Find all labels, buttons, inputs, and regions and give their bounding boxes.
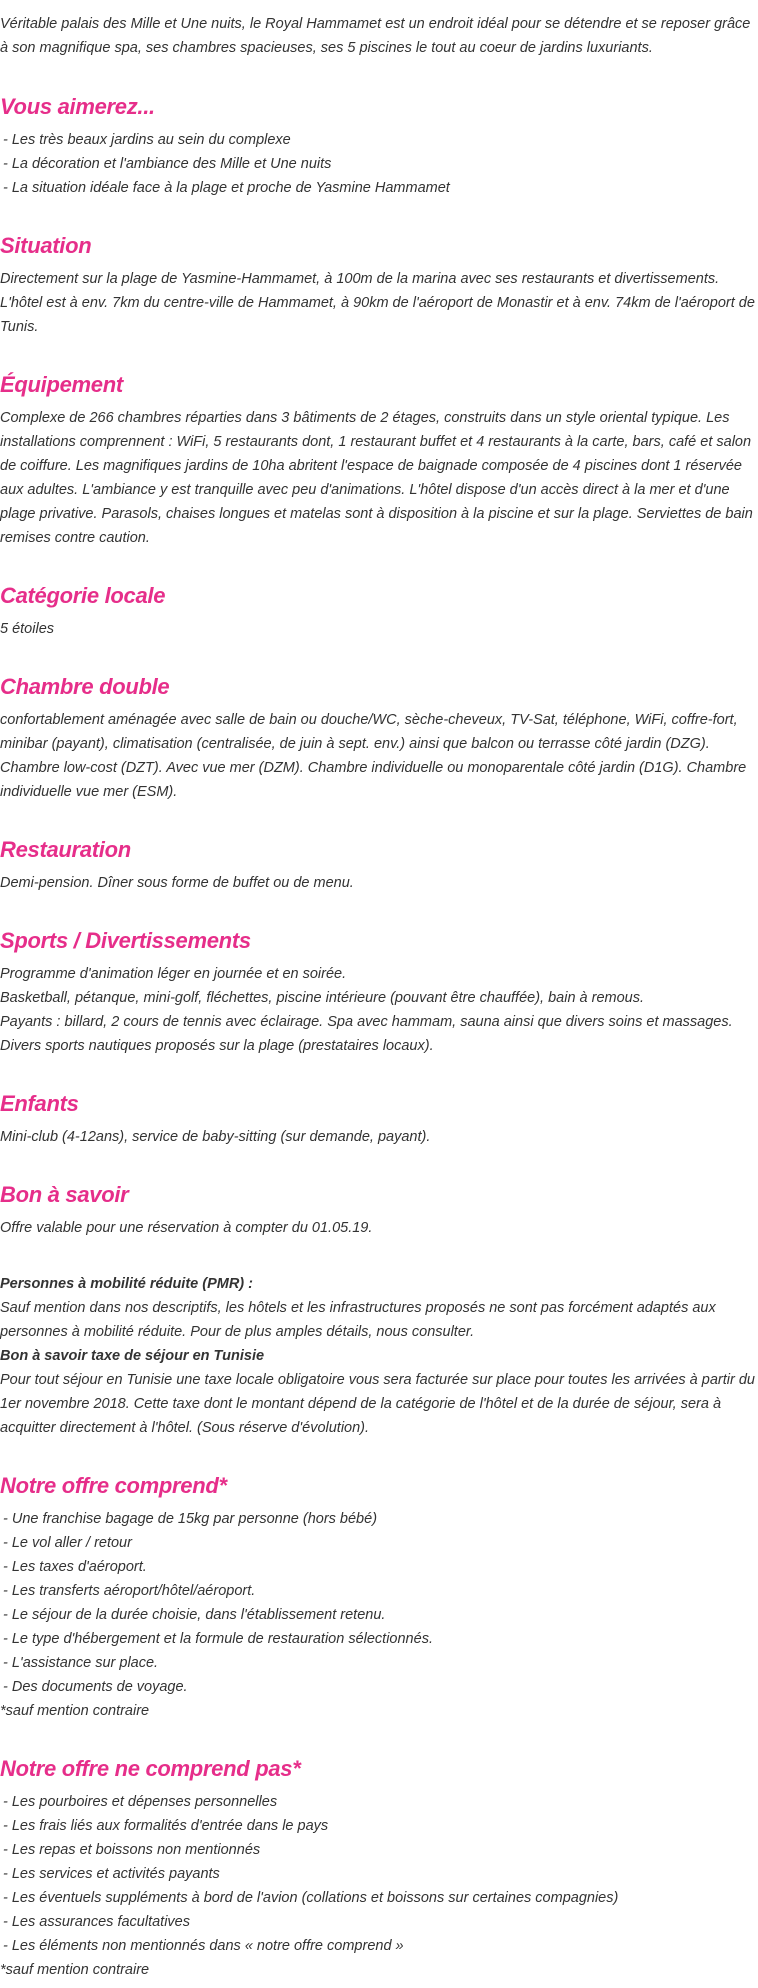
- section-text: Basketball, pétanque, mini-golf, fléchettes, piscine intérieure (pouvant être chauffée), bain à remous.: [0, 990, 645, 1006]
- section-ne-comprend-pas: [0, 1754, 758, 1982]
- section-enfants: [0, 1089, 758, 1149]
- list-item: - Les frais liés aux formalités d'entrée dans le pays: [3, 1818, 329, 1834]
- section-title: Notre offre comprend*: [0, 1473, 227, 1498]
- list-item: - Les repas et boissons non mentionnés: [3, 1842, 261, 1858]
- list-item: - Les très beaux jardins au sein du complexe: [3, 132, 291, 148]
- taxe-text: Pour tout séjour en Tunisie une taxe locale obligatoire vous sera facturée sur place pour toutes les arrivées à partir du 1er novembre 2018. Cette taxe dont le montant dépend de la catégorie de l'hôtel et de la durée de séjour, sera à acquitter directement à l'hôtel. (Sous réserve d'évolution).: [0, 1372, 755, 1436]
- section-comprend: [0, 1471, 758, 1723]
- section-title: Catégorie locale: [0, 583, 166, 608]
- list-item: - Les éléments non mentionnés dans « notre offre comprend »: [3, 1938, 404, 1954]
- footnote: *sauf mention contraire: [0, 1703, 150, 1719]
- excluded-list: [0, 1790, 758, 1958]
- section-text: confortablement aménagée avec salle de bain ou douche/WC, sèche-cheveux, TV-Sat, téléphone, WiFi, coffre-fort, minibar (payant), climatisation (centralisée, de juin à sept. env.) ainsi que balcon ou terrasse côté jardin (DZG). Chambre low-cost (DZT). Avec vue mer (DZM). Chambre individuelle ou monoparentale côté jardin (D1G). Chambre individuelle vue mer (ESM).: [0, 712, 747, 800]
- section-text: 5 étoiles: [0, 621, 55, 637]
- list-item: - Le type d'hébergement et la formule de restauration sélectionnés.: [3, 1631, 433, 1647]
- list-item: - Les assurances facultatives: [3, 1914, 190, 1930]
- footnote: *sauf mention contraire: [0, 1962, 150, 1978]
- taxe-heading: Bon à savoir taxe de séjour en Tunisie: [0, 1348, 265, 1364]
- intro-text: Véritable palais des Mille et Une nuits, le Royal Hammamet est un endroit idéal pour se détendre et se reposer grâce à son magnifique spa, ses chambres spacieuses, ses 5 piscines le tout au coeur de jardins luxuriants.: [0, 16, 751, 56]
- list-item: - Les éventuels suppléments à bord de l'avion (collations et boissons sur certaines compagnies): [3, 1890, 619, 1906]
- list-item: - Une franchise bagage de 15kg par personne (hors bébé): [3, 1511, 378, 1527]
- section-title: Équipement: [0, 372, 123, 397]
- list-item: - Les transferts aéroport/hôtel/aéroport.: [3, 1583, 256, 1599]
- section-title: Bon à savoir: [0, 1182, 129, 1207]
- section-vous-aimerez: [0, 92, 758, 200]
- section-title: Vous aimerez...: [0, 94, 155, 119]
- section-sports: [0, 926, 758, 1058]
- section-situation: [0, 231, 758, 339]
- section-text: Complexe de 266 chambres réparties dans 3 bâtiments de 2 étages, construits dans un style oriental typique. Les installations comprennent : WiFi, 5 restaurants dont, 1 restaurant buffet et 4 restaurants à la carte, bars, café et salon de coiffure. Les magnifiques jardins de 10ha abritent l'espace de baignade composée de 4 piscines dont 1 réservée aux adultes. L'ambiance y est tranquille avec peu d'animations. L'hôtel dispose d'un accès direct à la mer et d'une plage privative. Parasols, chaises longues et matelas sont à disposition à la piscine et sur la plage. Serviettes de bain remises contre caution.: [0, 410, 753, 546]
- section-text: Payants : billard, 2 cours de tennis avec éclairage. Spa avec hammam, sauna ainsi que divers soins et massages. Divers sports nautiques proposés sur la plage (prestataires locaux).: [0, 1014, 733, 1054]
- section-title: Restauration: [0, 837, 131, 862]
- list-item: - La décoration et l'ambiance des Mille et Une nuits: [3, 156, 332, 172]
- pmr-text: Sauf mention dans nos descriptifs, les hôtels et les infrastructures proposés ne sont pas forcément adaptés aux personnes à mobilité réduite. Pour de plus amples détails, nous consulter.: [0, 1300, 716, 1340]
- list-item: - La situation idéale face à la plage et proche de Yasmine Hammamet: [3, 180, 450, 196]
- list-item: - Les services et activités payants: [3, 1866, 220, 1882]
- list-item: - L'assistance sur place.: [3, 1655, 159, 1671]
- section-text: Mini-club (4-12ans), service de baby-sitting (sur demande, payant).: [0, 1129, 431, 1145]
- offer-validity: Offre valable pour une réservation à compter du 01.05.19.: [0, 1220, 373, 1236]
- section-text: Programme d'animation léger en journée et en soirée.: [0, 966, 347, 982]
- list-item: - Le séjour de la durée choisie, dans l'établissement retenu.: [3, 1607, 386, 1623]
- section-text: Directement sur la plage de Yasmine-Hammamet, à 100m de la marina avec ses restaurants et divertissements. L'hôtel est à env. 7km du centre-ville de Hammamet, à 90km de l'aéroport de Monastir et à env. 74km de l'aéroport de Tunis.: [0, 271, 755, 335]
- list-item: - Le vol aller / retour: [3, 1535, 132, 1551]
- section-title: Notre offre ne comprend pas*: [0, 1756, 301, 1781]
- section-text: Demi-pension. Dîner sous forme de buffet ou de menu.: [0, 875, 354, 891]
- list-item: - Des documents de voyage.: [3, 1679, 188, 1695]
- list-item: - Les taxes d'aéroport.: [3, 1559, 147, 1575]
- section-title: Chambre double: [0, 674, 170, 699]
- section-equipement: [0, 370, 758, 550]
- section-chambre: [0, 672, 758, 804]
- section-title: Enfants: [0, 1091, 79, 1116]
- section-categorie: [0, 581, 758, 641]
- included-list: [0, 1507, 758, 1699]
- pmr-heading: Personnes à mobilité réduite (PMR) :: [0, 1276, 253, 1292]
- section-bon-a-savoir: [0, 1180, 758, 1440]
- section-restauration: [0, 835, 758, 895]
- list-item: - Les pourboires et dépenses personnelles: [3, 1794, 278, 1810]
- section-title: Situation: [0, 233, 92, 258]
- highlights-list: [0, 128, 758, 200]
- section-title: Sports / Divertissements: [0, 928, 251, 953]
